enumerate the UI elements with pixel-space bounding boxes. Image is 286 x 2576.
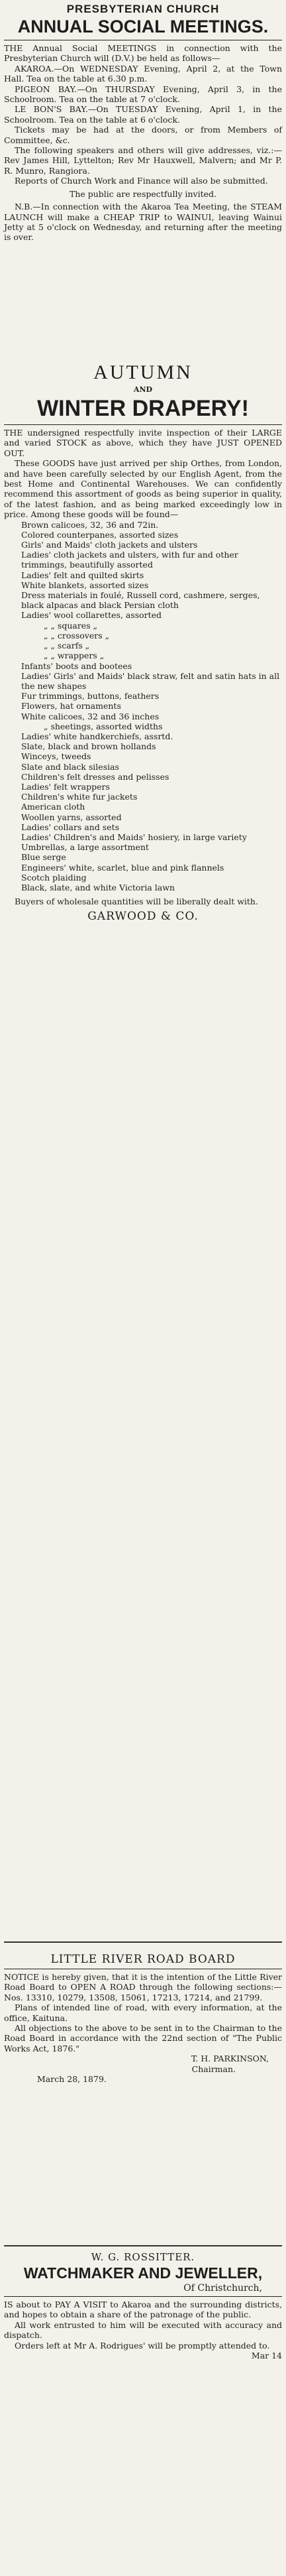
list-item: Infants' boots and bootees — [21, 660, 132, 671]
road-board-title: LITTLE RIVER ROAD BOARD — [50, 1953, 236, 1966]
church-title: ANNUAL SOCIAL MEETINGS. — [17, 17, 269, 36]
rossitter-trade: WATCHMAKER AND JEWELLER, — [23, 2264, 263, 2282]
road-signer: T. H. PARKINSON, — [191, 2054, 269, 2064]
akaroa-meeting: AKAROA.—On WEDNESDAY Evening, April 2, at the Town Hall. Tea on the table at 6.30 p.m. — [4, 63, 282, 84]
pigeon-bay-meeting: PIGEON BAY.—On THURSDAY Evening, April 3, in the Schoolroom. Tea on the table at 7 o'clock. — [4, 84, 282, 105]
rossitter-name: W. G. ROSSITTER. — [91, 2251, 195, 2263]
reports-text: Reports of Church Work and Finance will also be submitted. — [15, 176, 268, 186]
road-plans: Plans of intended line of road, with every information, at the office, Kaituna. — [4, 2002, 282, 2023]
public-invited: The public are respectfully invited. — [69, 188, 216, 199]
le-bons-bay-meeting: LE BON'S BAY.—On TUESDAY Evening, April 1, in the Schoolroom. Tea on the table at 6 o'clock. — [4, 104, 282, 125]
list-item: Slate and black silesias — [21, 761, 119, 772]
list-item: „ „ squares „ — [44, 620, 98, 631]
rossitter-city: Of Christchurch, — [183, 2283, 262, 2294]
list-item: Ladies' white handkerchiefs, assrtd. — [21, 731, 173, 741]
road-board-ad — [4, 1953, 282, 2084]
road-date: March 28, 1879. — [37, 2074, 107, 2085]
list-item: „ „ wrappers „ — [44, 650, 105, 661]
list-item: Winceys, tweeds — [21, 751, 91, 762]
church-ad — [4, 3, 282, 243]
autumn-heading: AUTUMN — [93, 361, 193, 383]
tickets-text: Tickets may be had at the doors, or from Members of Committee, &c. — [4, 125, 282, 145]
list-item: White calicoes, 32 and 36 inches — [21, 711, 160, 721]
nb-text: N.B.—In connection with the Akaroa Tea Meeting, the STEAM LAUNCH will make a CHEAP TRIP to WAINUI, leaving Wainui Jetty at 5 o'clock on Wednesday, and returning after the meeting is over. — [4, 202, 282, 243]
list-item: Slate, black and brown hollands — [21, 741, 156, 752]
goods-list — [4, 520, 282, 893]
list-item: „ sheetings, assorted widths — [44, 721, 163, 731]
list-item: Flowers, hat ornaments — [21, 701, 121, 711]
list-item: White blankets, assorted sizes — [21, 580, 149, 590]
list-item: „ „ scarfs „ — [44, 641, 90, 651]
divider — [4, 2296, 282, 2297]
church-header: PRESBYTERIAN CHURCH — [66, 3, 220, 15]
list-item: Colored counterpanes, assorted sizes — [21, 529, 179, 540]
road-notice: NOTICE is hereby given, that it is the intention of the Little River Road Board to OPEN A ROAD through the following sections:—Nos. 13310, 10279, 13508, 15061, 17213, 17214, and 21799. — [4, 1972, 282, 2002]
rossitter-work: All work entrusted to him will be executed with accuracy and dispatch. — [4, 2319, 282, 2341]
divider — [4, 424, 282, 425]
garwood-signature: GARWOOD & CO. — [87, 909, 199, 923]
list-item: Engineers' white, scarlet, blue and pink flannels — [21, 862, 224, 873]
list-item: Children's white fur jackets — [21, 792, 138, 802]
list-item: Brown calicoes, 32, 36 and 72in. — [21, 519, 159, 530]
divider — [4, 1941, 282, 1943]
and-text: AND — [133, 385, 153, 394]
list-item: Dress materials in foulé, Russell cord, cashmere, serges, black alpacas and black Persian cloth — [21, 590, 260, 611]
list-item: Scotch plaiding — [21, 872, 87, 883]
list-item: „ „ crossovers „ — [44, 630, 110, 641]
list-item: Ladies' wool collarettes, assorted — [21, 610, 162, 621]
drapery-intro: THE undersigned respectfully invite inspection of their LARGE and varied STOCK as above, which they have JUST OPENED OUT. — [4, 428, 282, 458]
list-item: Woollen yarns, assorted — [21, 812, 122, 822]
drapery-body: These GOODS have just arrived per ship Orthes, from London, and have been carefully selected by our English Agent, from the best Home and Continental Warehouses. We can confidently recommend this assortment of goods as being superior in quality, of the latest fashion, and as being marked exceedingly low in price. Among these goods will be found— — [4, 458, 282, 520]
divider — [4, 2245, 282, 2246]
rossitter-about: IS about to PAY A VISIT to Akaroa and the surrounding districts, and hopes to obtain a share of the patronage of the public. — [4, 2300, 282, 2320]
list-item: American cloth — [21, 802, 85, 812]
speakers-text: The following speakers and others will give addresses, viz.:—Rev James Hill, Lyttelton; Rev Mr Hauxwell, Malvern; and Mr P. R. Munro, Rangiora. — [4, 145, 282, 176]
rossitter-date: Mar 14 — [251, 2351, 282, 2361]
list-item: Ladies' collars and sets — [21, 822, 120, 832]
list-item: Ladies' Children's and Maids' hosiery, in large variety — [21, 831, 247, 842]
road-role: Chairman. — [191, 2063, 236, 2074]
list-item: Girls' and Maids' cloth jackets and ulsters — [21, 540, 198, 550]
list-item: Children's felt dresses and pelisses — [21, 771, 169, 782]
list-item: Blue serge — [21, 852, 66, 863]
list-item: Fur trimmings, buttons, feathers — [21, 691, 160, 702]
road-objections: All objections to the above to be sent in to the Chairman to the Road Board in accordance with the 22nd section of "The Public Works Act, 1876." — [4, 2023, 282, 2054]
rossitter-ad — [4, 2251, 282, 2361]
list-item: Ladies' felt wrappers — [21, 781, 110, 792]
list-item: Ladies' cloth jackets and ulsters, with fur and other trimmings, beautifully assorted — [21, 550, 238, 570]
list-item: Ladies' felt and quilted skirts — [21, 570, 144, 580]
winter-drapery-heading: WINTER DRAPERY! — [37, 396, 249, 421]
buyers-text: Buyers of wholesale quantities will be liberally dealt with. — [15, 896, 258, 907]
list-item: Black, slate, and white Victoria lawn — [21, 882, 175, 892]
church-intro: THE Annual Social MEETINGS in connection with the Presbyterian Church will (D.V.) be held as follows— — [4, 43, 282, 64]
list-item: Ladies' Girls' and Maids' black straw, felt and satin hats in all the new shapes — [21, 670, 280, 691]
drapery-ad — [4, 361, 282, 923]
list-item: Umbrellas, a large assortment — [21, 842, 149, 853]
rossitter-orders: Orders left at Mr A. Rodrigues' will be promptly attended to. — [15, 2340, 270, 2351]
